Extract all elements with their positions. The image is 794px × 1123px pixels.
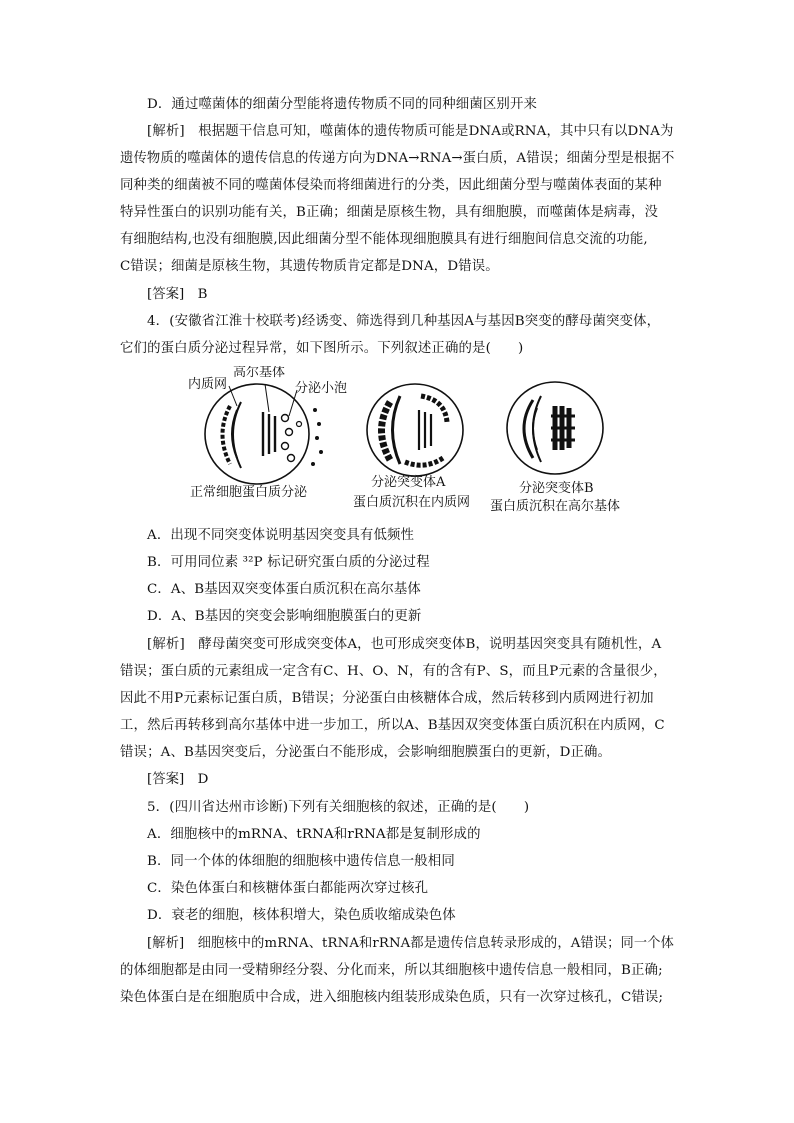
q3-answer: [答案] B [147,287,208,302]
q3-analysis-line: 特异性蛋白的识别功能有关，B正确；细菌是原核生物，具有细胞膜，而噬菌体是病毒，没 [120,205,659,220]
q5-stem: 5．(四川省达州市诊断)下列有关细胞核的叙述，正确的是( ) [147,800,530,815]
q5-analysis-line: [解析] 细胞核中的mRNA、tRNA和rRNA都是遗传信息转录形成的，A错误；同一个体 [147,936,674,951]
caption-mutant-a-2: 蛋白质沉积在内质网 [353,495,471,510]
q4-option: B．可用同位素 ³²P 标记研究蛋白质的分泌过程 [147,555,430,570]
caption-mutant-b-2: 蛋白质沉积在高尔基体 [490,499,621,514]
q3-analysis-line: 遗传物质的噬菌体的遗传信息的传递方向为DNA→RNA→蛋白质，A错误；细菌分型是根据不 [120,151,675,166]
q5-analysis-line: 的体细胞都是由同一受精卵经分裂、分化而来，所以其细胞核中遗传信息一般相同，B正确; [120,963,663,978]
label-vesicle: 分泌小泡 [295,381,348,396]
q4-analysis-line: 因此不用P元素标记蛋白质，B错误；分泌蛋白由核糖体合成，然后转移到内质网进行初加 [120,691,654,706]
secretion-figure [185,366,635,516]
q4-analysis-line: 错误；蛋白质的元素组成一定含有C、H、O、N，有的含有P、S，而且P元素的含量很少， [120,664,667,679]
q5-option: A．细胞核中的mRNA、tRNA和rRNA都是复制形成的 [147,827,481,842]
q3-analysis-line: [解析] 根据题干信息可知，噬菌体的遗传物质可能是DNA或RNA，其中只有以DNA为 [147,124,674,139]
q3-analysis-line: C错误；细菌是原核生物，其遗传物质肯定都是DNA，D错误。 [120,259,499,274]
q5-option: C．染色体蛋白和核糖体蛋白都能两次穿过核孔 [147,881,429,896]
q4-analysis-line: 错误；A、B基因突变后，分泌蛋白不能形成，会影响细胞膜蛋白的更新，D正确。 [120,745,612,760]
q4-option: C．A、B基因双突变体蛋白质沉积在高尔基体 [147,582,421,597]
normal-cell-diagram [205,384,323,484]
q4-stem-line: 4．(安徽省江淮十校联考)经诱变、筛选得到几种基因A与基因B突变的酵母菌突变体， [147,314,661,329]
q3-analysis-line: 有细胞结构,也没有细胞膜,因此细菌分型不能体现细胞膜具有进行细胞间信息交流的功能, [120,232,648,247]
caption-mutant-b-1: 分泌突变体B [519,481,594,496]
q5-option: B．同一个体的体细胞的细胞核中遗传信息一般相同 [147,854,455,869]
q4-answer: [答案] D [147,772,209,787]
q4-analysis-line: 工，然后再转移到高尔基体中进一步加工，所以A、B基因双突变体蛋白质沉积在内质网，C [120,718,665,733]
caption-mutant-a-1: 分泌突变体A [371,475,446,490]
q5-option: D．衰老的细胞，核体积增大，染色质收缩成染色体 [147,908,456,923]
q3-option-d: D．通过噬菌体的细菌分型能将遗传物质不同的同种细菌区别开来 [147,97,538,112]
label-er: 内质网 [188,377,228,392]
label-golgi: 高尔基体 [233,366,286,380]
mutant-a-diagram [367,384,463,476]
q4-option: D．A、B基因的突变会影响细胞膜蛋白的更新 [147,609,422,624]
caption-normal: 正常细胞蛋白质分泌 [190,485,308,500]
q4-option: A．出现不同突变体说明基因突变具有低频性 [147,528,415,543]
q3-analysis-line: 同种类的细菌被不同的噬菌体侵染而将细菌进行的分类，因此细菌分型与噬菌体表面的某种 [120,178,662,193]
q4-analysis-line: [解析] 酵母菌突变可形成突变体A，也可形成突变体B，说明基因突变具有随机性，A [147,637,662,652]
mutant-b-diagram [507,382,603,474]
q5-analysis-line: 染色体蛋白是在细胞质中合成，进入细胞核内组装形成染色质，只有一次穿过核孔，C错误; [120,990,664,1005]
q4-stem-line: 它们的蛋白质分泌过程异常，如下图所示。下列叙述正确的是( ) [120,341,524,356]
